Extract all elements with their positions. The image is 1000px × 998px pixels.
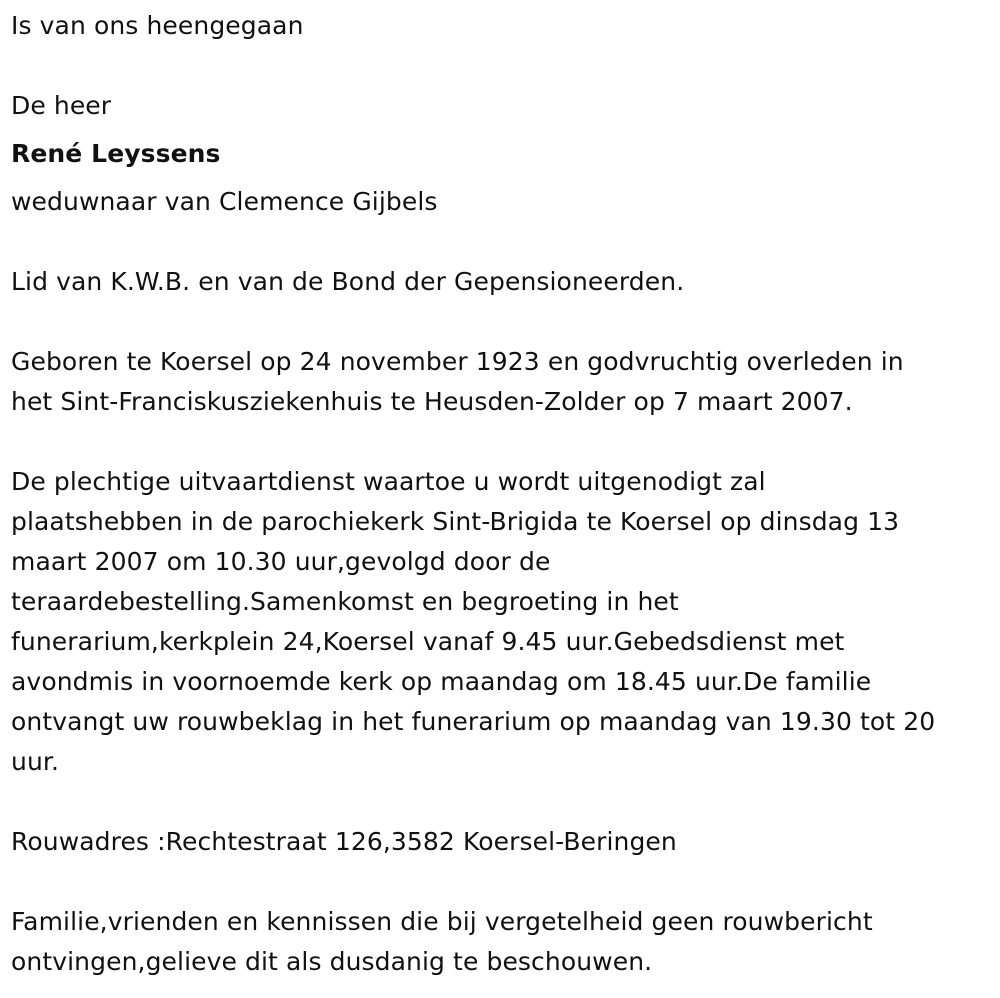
paragraph-line: uur.	[11, 747, 60, 776]
membership-text: Lid van K.W.B. en van de Bond der Gepensioneerden.	[11, 267, 685, 296]
paragraph-line: Familie,vrienden en kennissen die bij vergetelheid geen rouwbericht	[11, 907, 873, 936]
mourning-address: Rouwadres :Rechtestraat 126,3582 Koersel-Beringen	[11, 827, 677, 856]
paragraph-line: ontvingen,gelieve dit als dusdanig te beschouwen.	[11, 947, 653, 976]
paragraph-line: ontvangt uw rouwbeklag in het funerarium op maandag van 19.30 tot 20	[11, 707, 936, 736]
paragraph-line: plaatshebben in de parochiekerk Sint-Brigida te Koersel op dinsdag 13	[11, 507, 900, 536]
paragraph-line: funerarium,kerkplein 24,Koersel vanaf 9.45 uur.Gebedsdienst met	[11, 627, 845, 656]
paragraph-line: De plechtige uitvaartdienst waartoe u wordt uitgenodigt zal	[11, 467, 766, 496]
closing-paragraph	[11, 902, 873, 982]
paragraph-line: avondmis in voornoemde kerk op maandag om 18.45 uur.De familie	[11, 667, 872, 696]
birth-death-paragraph	[11, 342, 904, 422]
funeral-service-paragraph	[11, 462, 935, 782]
paragraph-line: maart 2007 om 10.30 uur,gevolgd door de	[11, 547, 551, 576]
paragraph-line: teraardebestelling.Samenkomst en begroeting in het	[11, 587, 679, 616]
salutation-text: De heer	[11, 91, 112, 120]
paragraph-line: het Sint-Franciskusziekenhuis te Heusden-Zolder op 7 maart 2007.	[11, 387, 853, 416]
intro-text: Is van ons heengegaan	[11, 11, 304, 40]
paragraph-line: Geboren te Koersel op 24 november 1923 en godvruchtig overleden in	[11, 347, 904, 376]
deceased-name: René Leyssens	[11, 139, 221, 168]
relation-text: weduwnaar van Clemence Gijbels	[11, 187, 438, 216]
